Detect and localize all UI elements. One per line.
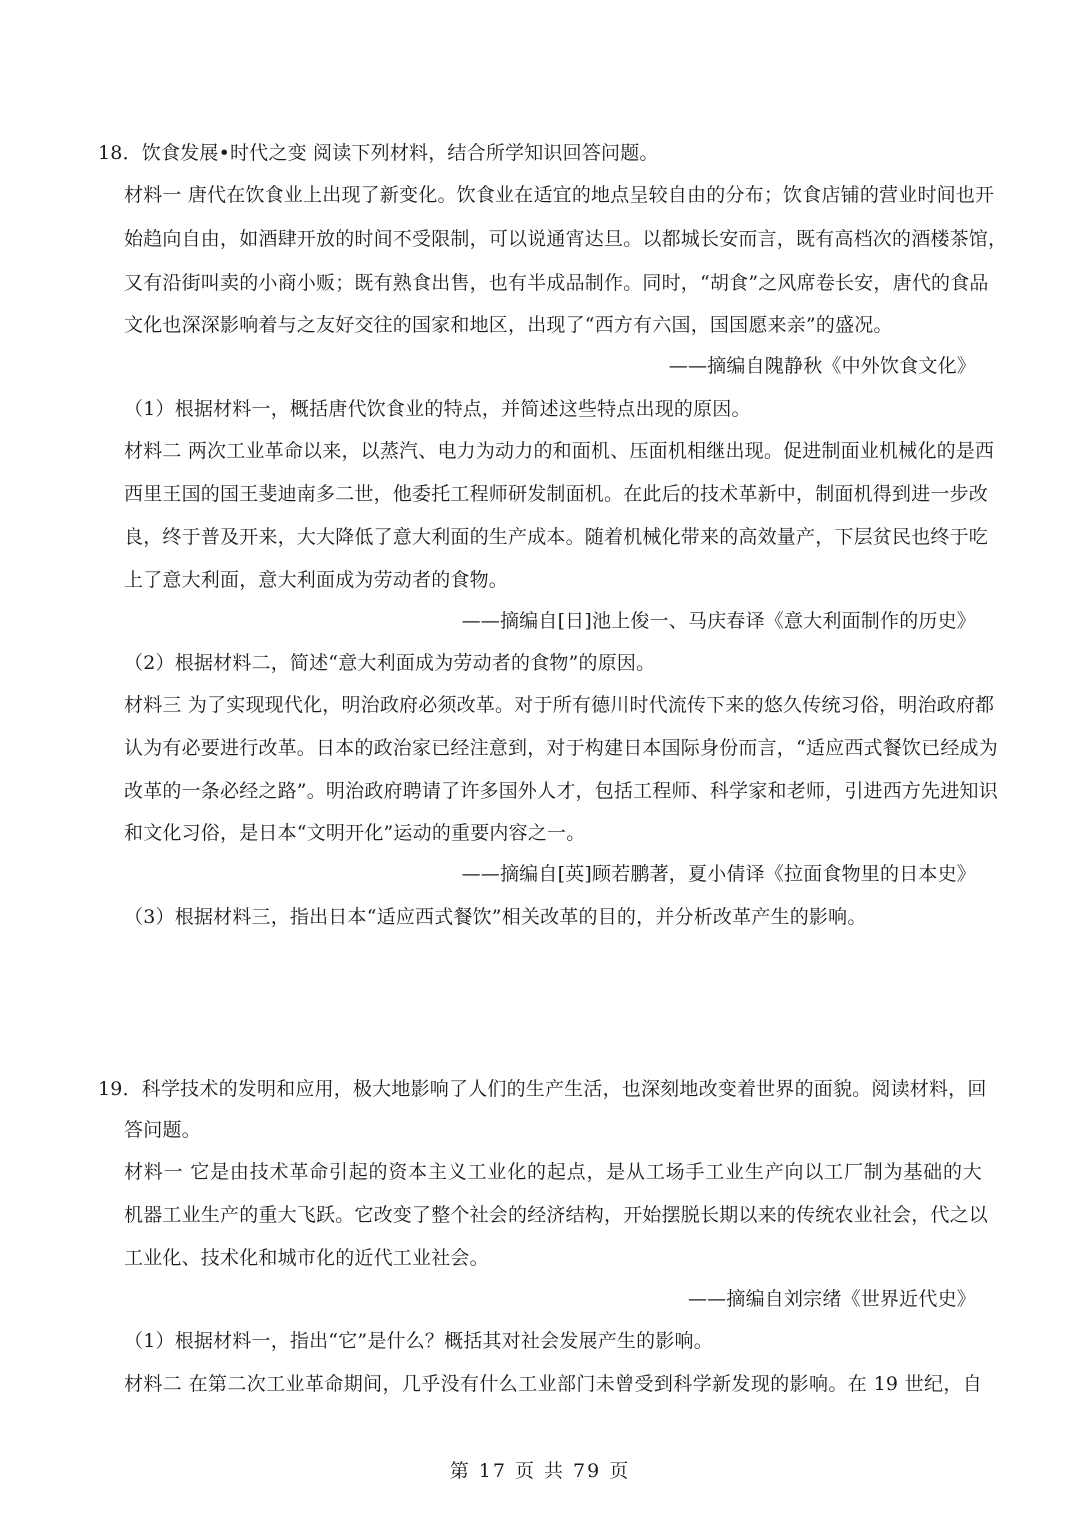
q18-header: 18．饮食发展•时代之变 阅读下列材料，结合所学知识回答问题。 [98,142,659,164]
q19-header-cont: 答问题。 [124,1119,201,1141]
q18-material1-line: 始趋向自由，如酒肆开放的时间不受限制，可以说通宵达旦。以都城长安而言，既有高档次的酒楼茶馆， [124,228,1008,250]
q19-material1-line: 机器工业生产的重大飞跃。它改变了整个社会的经济结构，开始摆脱长期以来的传统农业社会，代之以 [124,1204,989,1226]
q19-material2-line: 材料二 在第二次工业革命期间，几乎没有什么工业部门未曾受到科学新发现的影响。在 19 世纪，自 [124,1373,982,1395]
q19-material1-source: ——摘编自刘宗绪《世界近代史》 [687,1288,976,1310]
q19-header: 19．科学技术的发明和应用，极大地影响了人们的生产生活，也深刻地改变着世界的面貌。阅读材料，回 [98,1078,987,1100]
q18-material2-line: 上了意大利面，意大利面成为劳动者的食物。 [124,569,509,591]
q18-material2-line: 良，终于普及开来，大大降低了意大利面的生产成本。随着机械化带来的高效量产，下层贫民也终于吃 [124,526,989,548]
q19-material1-line: 工业化、技术化和城市化的近代工业社会。 [124,1247,489,1269]
q18-material1-line: 材料一 唐代在饮食业上出现了新变化。饮食业在适宜的地点呈较自由的分布；饮食店铺的营业时间也开 [124,184,995,206]
q18-sub-question-1: （1）根据材料一，概括唐代饮食业的特点，并简述这些特点出现的原因。 [124,398,751,420]
q19-material1-line: 材料一 它是由技术革命引起的资本主义工业化的起点，是从工场手工业生产向以工厂制为基础的大 [124,1161,982,1183]
q18-sub-question-3: （3）根据材料三，指出日本“适应西式餐饮”相关改革的目的，并分析改革产生的影响。 [124,906,867,928]
q18-sub-question-2: （2）根据材料二，简述“意大利面成为劳动者的食物”的原因。 [124,652,656,674]
q18-material2-line: 材料二 两次工业革命以来，以蒸汽、电力为动力的和面机、压面机相继出现。促进制面业机械化的是西 [124,440,995,462]
q18-material1-line: 文化也深深影响着与之友好交往的国家和地区，出现了“西方有六国，国国愿来亲”的盛况。 [124,314,893,336]
q18-material2-line: 西里王国的国王斐迪南多二世，他委托工程师研发制面机。在此后的技术革新中，制面机得到进一步改 [124,483,989,505]
q19-sub-question-1: （1）根据材料一，指出“它”是什么？概括其对社会发展产生的影响。 [124,1330,713,1352]
q18-material3-source: ——摘编自[英]顾若鹏著，夏小倩译《拉面食物里的日本史》 [461,863,976,885]
q18-material1-line: 又有沿街叫卖的小商小贩；既有熟食出售，也有半成品制作。同时，“胡食”之风席卷长安，唐代的食品 [124,272,989,294]
q18-material2-source: ——摘编自[日]池上俊一、马庆春译《意大利面制作的历史》 [461,610,976,632]
q18-material1-source: ——摘编自隗静秋《中外饮食文化》 [668,355,976,377]
q18-material3-line: 材料三 为了实现现代化，明治政府必须改革。对于所有德川时代流传下来的悠久传统习俗，明治政府都 [124,694,995,716]
q18-material3-line: 改革的一条必经之路”。明治政府聘请了许多国外人才，包括工程师、科学家和老师，引进西方先进知识 [124,780,998,802]
page-number: 第 17 页 共 79 页 [449,1460,631,1482]
q18-material3-line: 认为有必要进行改革。日本的政治家已经注意到，对于构建日本国际身份而言，“适应西式餐饮已经成为 [124,737,998,759]
q18-material3-line: 和文化习俗，是日本“文明开化”运动的重要内容之一。 [124,822,586,844]
